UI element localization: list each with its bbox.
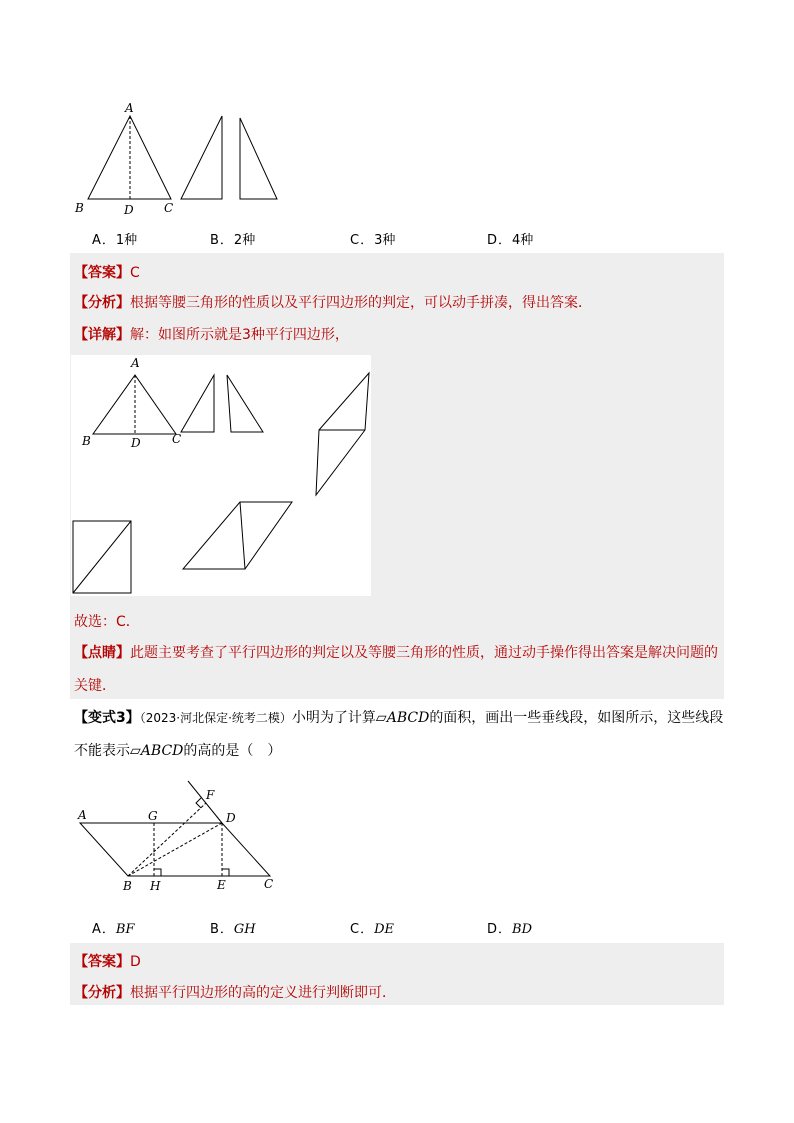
label-d: D	[124, 203, 134, 217]
detail-tag: 【详解】	[74, 327, 130, 343]
comment-line-2	[74, 675, 116, 695]
option-text: DE	[374, 922, 394, 937]
answer-tag: 【答案】	[74, 265, 130, 281]
question2-var-1: ABCD	[386, 710, 430, 726]
analysis-text: 根据等腰三角形的性质以及平行四边形的判定，可以动手拼凑，得出答案．	[130, 295, 592, 311]
option-text: 4种	[512, 233, 534, 248]
option-text: BD	[512, 922, 532, 937]
option-letter: C．	[350, 233, 375, 248]
option-text: 1种	[115, 233, 138, 248]
option-b[interactable]	[210, 229, 255, 248]
sol-label-d: D	[131, 436, 141, 450]
q2-option-a[interactable]	[92, 918, 134, 937]
sol-label-a: A	[131, 356, 140, 370]
right-angle-e	[222, 869, 229, 876]
comment-text-1: 此题主要考查了平行四边形的判定以及等腰三角形的性质，通过动手操作得出答案是解决问题的	[130, 645, 718, 661]
option-letter: D．	[487, 922, 513, 937]
question2-text-2: 的面积，画出一些垂线段，如图所示，这些线段	[429, 710, 724, 726]
comment-tag: 【点睛】	[74, 645, 130, 661]
question2-text-1: 小明为了计算	[291, 710, 376, 726]
answer2-tag: 【答案】	[74, 954, 130, 970]
question2-line-1	[74, 707, 723, 727]
option-text: BF	[115, 922, 135, 937]
analysis2-line	[74, 982, 396, 1002]
sol-label-c: C	[172, 432, 182, 446]
option-text: 2种	[233, 233, 256, 248]
question2-text-4: 的高的是（ ）	[183, 743, 282, 759]
parallelogram-symbol-2: ▱	[130, 743, 141, 759]
option-letter: D．	[487, 233, 513, 248]
option-text: GH	[233, 922, 256, 937]
question2-source: （2023·河北保定·统考二模）	[139, 711, 292, 725]
extension-line	[188, 781, 222, 823]
segment-bf	[128, 803, 206, 876]
q2-option-d[interactable]	[487, 918, 532, 937]
choice-text: 故选：C．	[74, 614, 140, 630]
right-angle-h	[154, 869, 161, 876]
right-angle-f	[196, 798, 201, 808]
analysis-tag: 【分析】	[74, 295, 130, 311]
option-c[interactable]	[350, 229, 395, 248]
comment-line-1	[74, 642, 718, 662]
question2-line-2	[74, 740, 281, 760]
comment-text-2: 关键．	[74, 678, 116, 694]
choice-line	[74, 611, 140, 631]
analysis2-tag: 【分析】	[74, 985, 130, 1001]
fig2-label-f: F	[206, 788, 215, 802]
analysis-line	[74, 292, 592, 312]
fig2-label-a: A	[78, 808, 87, 822]
parallelogram-abcd	[80, 823, 270, 876]
segment-bd	[128, 823, 222, 876]
fig2-label-d: D	[226, 811, 236, 825]
fig2-label-e: E	[217, 878, 226, 892]
label-b: B	[75, 201, 84, 215]
answer-value: C	[130, 265, 140, 281]
option-letter: B．	[210, 233, 234, 248]
label-a: A	[125, 101, 134, 115]
option-letter: B．	[210, 922, 234, 937]
question2-text-3: 不能表示	[74, 743, 130, 759]
answer2-line	[74, 951, 141, 971]
rectangle-diagonal	[73, 521, 131, 593]
option-d[interactable]	[487, 229, 533, 248]
parallelogram-symbol: ▱	[375, 710, 387, 726]
answer2-value: D	[130, 954, 141, 970]
figure-triangle-pieces	[70, 100, 290, 220]
detail-line	[74, 324, 349, 344]
fig2-label-c: C	[264, 877, 274, 891]
q2-option-b[interactable]	[210, 918, 256, 937]
fig2-label-h: H	[150, 879, 161, 893]
figure-three-parallelograms	[71, 355, 371, 596]
parallelogram-vertical	[316, 373, 369, 495]
parallelogram-flat-diagonal	[240, 502, 245, 569]
right-half-triangle	[240, 118, 277, 199]
parallelogram-flat	[183, 502, 292, 569]
analysis2-text: 根据平行四边形的高的定义进行判断即可．	[130, 985, 396, 1001]
fig2-label-g: G	[148, 809, 158, 823]
option-a[interactable]	[92, 229, 137, 248]
answer-line	[74, 262, 140, 282]
sol-label-b: B	[82, 434, 91, 448]
fig2-label-b: B	[123, 879, 132, 893]
sol-left-half	[181, 375, 214, 432]
sol-right-half	[227, 375, 263, 432]
option-letter: A．	[92, 922, 116, 937]
question2-var-2: ABCD	[140, 743, 184, 759]
label-c: C	[164, 201, 174, 215]
q2-option-c[interactable]	[350, 918, 394, 937]
option-text: 3种	[374, 233, 396, 248]
question2-tag: 【变式3】	[74, 710, 140, 726]
left-half-triangle	[181, 116, 222, 199]
detail-text: 解：如图所示就是3种平行四边形，	[130, 327, 349, 343]
option-letter: A．	[92, 233, 116, 248]
option-letter: C．	[350, 922, 375, 937]
figure-parallelogram-altitudes	[70, 775, 290, 900]
